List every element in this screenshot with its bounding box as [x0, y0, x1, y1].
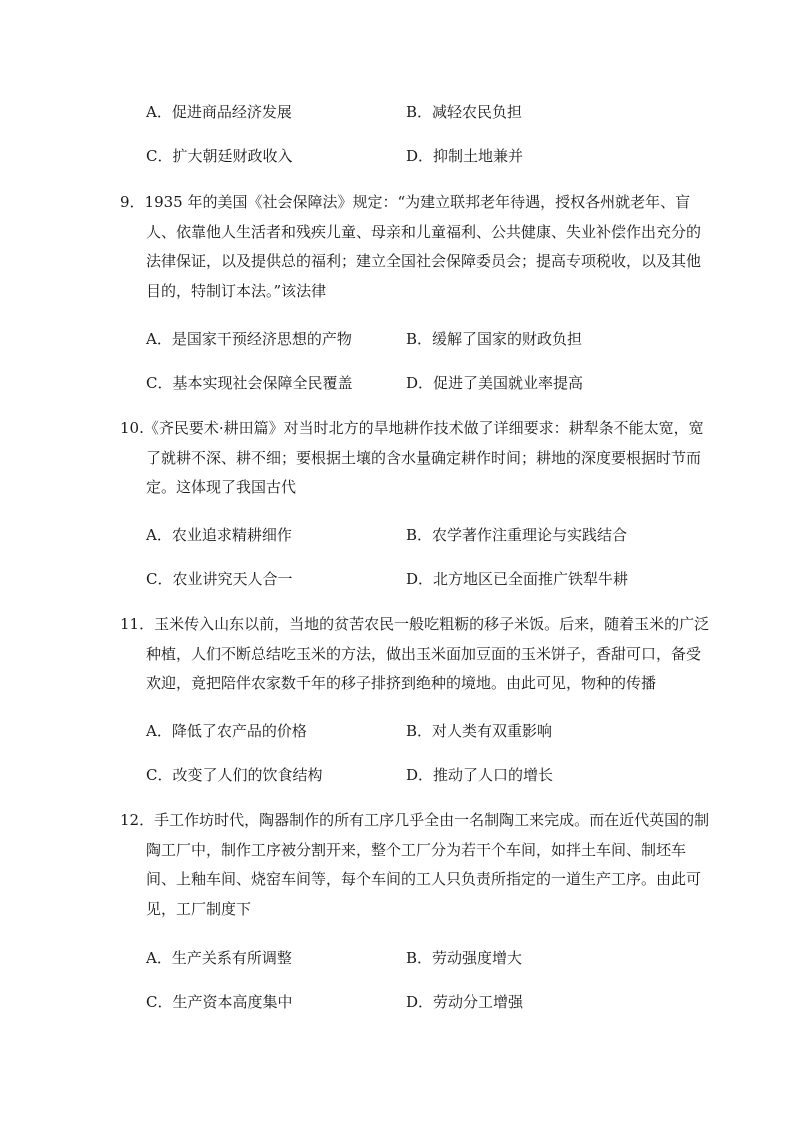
q10-stem-line: 定。这体现了我国古代	[146, 478, 297, 496]
q11-options-row-2	[146, 763, 706, 787]
q9-stem-line: 9．1935 年的美国《社会保障法》规定：“为建立联邦老年待遇，授权各州就老年、盲	[120, 193, 691, 211]
q12-option-c[interactable]: C．生产资本高度集中	[146, 993, 293, 1011]
q12-option-a[interactable]: A．生产关系有所调整	[146, 949, 292, 967]
question-10-stem	[120, 414, 704, 503]
q11-option-a[interactable]: A．降低了农产品的价格	[146, 722, 307, 740]
q11-stem-line: 欢迎，竟把陪伴农家数千年的移子排挤到绝种的境地。由此可见，物种的传播	[146, 674, 657, 692]
q9-stem-line: 法律保证，以及提供总的福利；建立全国社会保障委员会；提高专项税收，以及其他	[146, 252, 702, 270]
q11-stem-line: 种植，人们不断总结吃玉米的方法，做出玉米面加豆面的玉米饼子，香甜可口，备受	[146, 644, 702, 663]
q11-options-row-1	[146, 719, 706, 743]
q12-options-row-2	[146, 990, 706, 1014]
q12-stem-line: 间、上釉车间、烧窑车间等，每个车间的工人只负责所指定的一道生产工序。由此可	[146, 870, 702, 888]
q8-option-d[interactable]: D．抑制土地兼并	[406, 147, 524, 165]
q8-option-c[interactable]: C．扩大朝廷财政收入	[146, 147, 293, 165]
question-9-stem	[120, 188, 702, 306]
q9-option-c[interactable]: C．基本实现社会保障全民覆盖	[146, 374, 353, 392]
q10-option-d[interactable]: D．北方地区已全面推广铁犁牛耕	[406, 570, 629, 588]
q12-option-b[interactable]: B．劳动强度增大	[406, 949, 523, 967]
q11-option-b[interactable]: B．对人类有双重影响	[406, 722, 553, 740]
q9-option-d[interactable]: D．促进了美国就业率提高	[406, 374, 584, 392]
q10-options-row-2	[146, 567, 706, 591]
q11-option-d[interactable]: D．推动了人口的增长	[406, 766, 554, 784]
q9-stem-line: 目的，特制订本法。”该法律	[146, 281, 327, 300]
question-11-stem	[120, 610, 710, 699]
q8-options-row-1	[146, 100, 706, 124]
q10-option-a[interactable]: A．农业追求精耕细作	[146, 526, 292, 544]
q8-option-a[interactable]: A．促进商品经济发展	[146, 103, 292, 121]
q12-option-d[interactable]: D．劳动分工增强	[406, 993, 524, 1011]
q8-options-row-2	[146, 144, 706, 168]
q9-option-a[interactable]: A．是国家干预经济思想的产物	[146, 330, 352, 348]
q10-option-b[interactable]: B．农学著作注重理论与实践结合	[406, 526, 628, 544]
q12-stem-line: 见，工厂制度下	[146, 899, 252, 918]
q12-stem-line: 陶工厂中，制作工序被分割开来，整个工厂分为若干个车间，如拌土车间、制坯车	[146, 840, 687, 859]
q10-stem-line: 10.《齐民要术·耕田篇》对当时北方的旱地耕作技术做了详细要求：耕犁条不能太宽，宽	[120, 419, 704, 437]
question-12-stem	[120, 806, 710, 924]
q10-option-c[interactable]: C．农业讲究天人合一	[146, 570, 293, 588]
q11-stem-line: 11．玉米传入山东以前，当地的贫苦农民一般吃粗粝的移子米饭。后来，随着玉米的广泛	[120, 615, 710, 633]
q9-options-row-2	[146, 371, 706, 395]
q10-stem-line: 了就耕不深、耕不细；要根据土壤的含水量确定耕作时间；耕地的深度要根据时节而	[146, 448, 702, 467]
q10-options-row-1	[146, 523, 706, 547]
q12-stem-line: 12．手工作坊时代，陶器制作的所有工序几乎全由一名制陶工来完成。而在近代英国的制	[120, 811, 710, 829]
q12-options-row-1	[146, 946, 706, 970]
q9-option-b[interactable]: B．缓解了国家的财政负担	[406, 330, 583, 348]
q8-option-b[interactable]: B．减轻农民负担	[406, 103, 523, 121]
q11-option-c[interactable]: C．改变了人们的饮食结构	[146, 766, 323, 784]
q9-options-row-1	[146, 327, 706, 351]
q9-stem-line: 人、依靠他人生活者和残疾儿童、母亲和儿童福利、公共健康、失业补偿作出充分的	[146, 222, 702, 241]
